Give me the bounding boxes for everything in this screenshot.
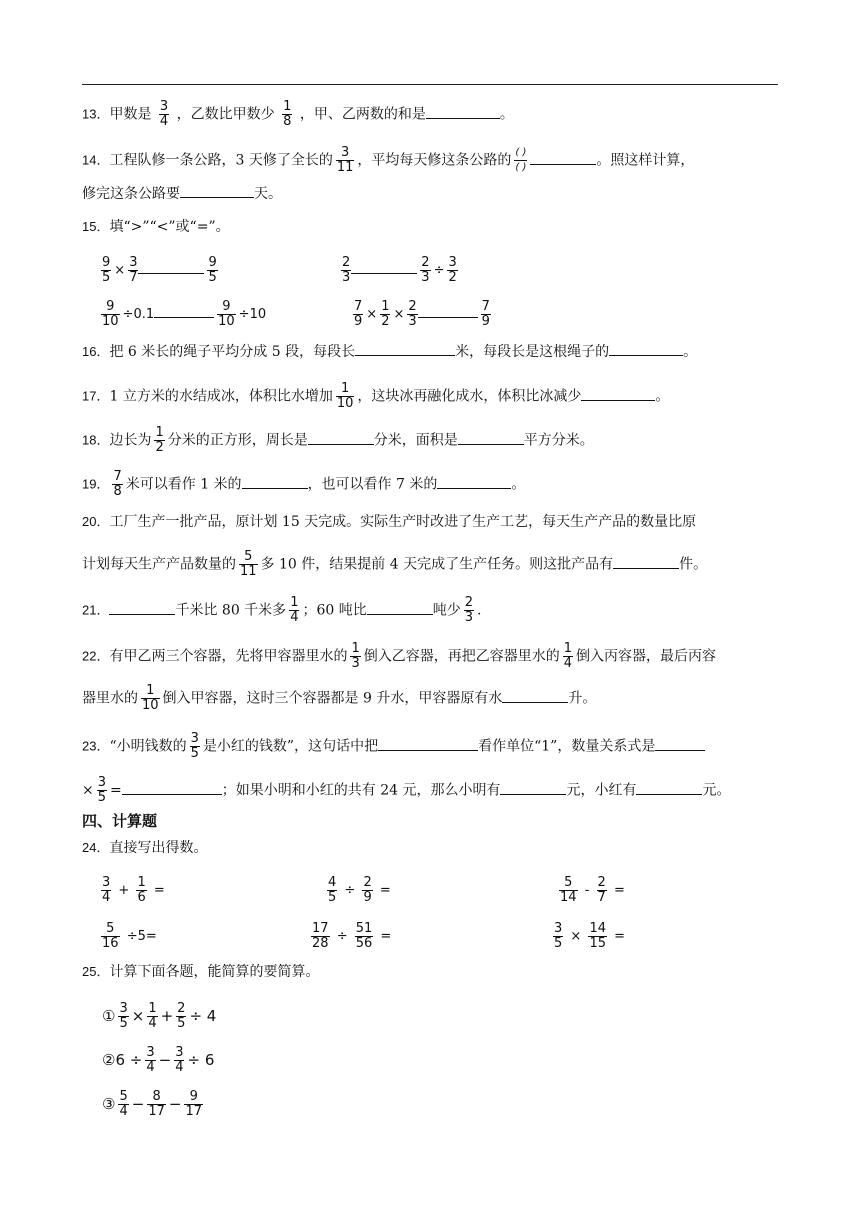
fraction: [176, 1002, 186, 1031]
denominator: 11: [336, 160, 354, 175]
text: 工程队修一条公路，3 天修了全长的: [109, 152, 333, 169]
answer-blank[interactable]: [502, 690, 568, 703]
numerator: 3: [448, 255, 457, 270]
fraction: [141, 684, 160, 713]
fraction: [145, 1046, 155, 1075]
question-22-cont: [82, 684, 596, 713]
fraction: [174, 1046, 184, 1075]
denominator: ( ): [515, 162, 527, 173]
numerator: 1: [290, 595, 299, 610]
fraction: [311, 922, 330, 951]
fraction: [380, 300, 390, 329]
text: 。: [683, 344, 698, 360]
text: 17．: [82, 388, 110, 404]
numerator: 7: [481, 299, 490, 314]
question-16: [82, 342, 697, 362]
text: ×: [393, 307, 405, 322]
text: =: [379, 883, 391, 898]
problem-3: [102, 1090, 206, 1119]
problem-2: [102, 1046, 214, 1075]
text: 多 10 件，结果提前 4 天完成了生产任务。则这批产品有: [260, 556, 614, 573]
fraction: [159, 100, 169, 129]
question-25: [82, 962, 319, 982]
question-17: [82, 382, 669, 411]
denominator: 10: [336, 396, 354, 411]
numerator: 5: [119, 1089, 128, 1104]
text: 元，小红有: [566, 782, 637, 799]
text: 倒入丙容器，最后丙容: [576, 648, 717, 665]
text: +: [160, 1007, 174, 1025]
answer-blank[interactable]: [122, 782, 222, 795]
fraction: [355, 922, 374, 951]
text: 23．: [82, 738, 110, 754]
fraction: [154, 426, 164, 455]
denominator: 5: [190, 746, 199, 761]
text: 把 6 米长的绳子平均分成 5 段，每段长: [109, 344, 356, 360]
denominator: 3: [464, 610, 474, 625]
fraction: [217, 300, 236, 329]
answer-blank[interactable]: [581, 388, 655, 401]
answer-blank[interactable]: [242, 476, 308, 489]
numerator: 1: [381, 299, 390, 314]
text: 米，每段长是这根绳子的: [455, 344, 610, 360]
text: 直接写出得数。: [109, 840, 208, 856]
question-14: [82, 146, 694, 175]
numerator: 5: [101, 922, 120, 937]
answer-blank[interactable]: [609, 343, 683, 356]
text: 。: [655, 388, 670, 405]
denominator: 5: [554, 936, 563, 951]
answer-blank[interactable]: [138, 261, 204, 274]
denominator: 10: [102, 314, 119, 329]
text: 修完这条公路要: [82, 186, 180, 202]
text: 吨少: [432, 602, 461, 619]
denominator: 4: [563, 656, 573, 671]
text: 件。: [679, 556, 708, 573]
numerator: 3: [336, 146, 355, 161]
numerator: 4: [328, 875, 337, 890]
denominator: 2: [448, 270, 457, 285]
numerator: 1: [148, 1001, 157, 1016]
text: 。照这样计算，: [596, 152, 695, 169]
text: 21．: [82, 602, 110, 618]
text: 18．: [82, 432, 110, 448]
text: =: [110, 782, 122, 799]
fraction: [553, 922, 563, 951]
text: 1 立方米的水结成冰，体积比水增加: [109, 388, 333, 405]
text: ，这块冰再融化成水，体积比冰减少: [357, 388, 582, 405]
text: ①: [102, 1007, 116, 1025]
denominator: 3: [351, 656, 360, 671]
fraction-blank[interactable]: [514, 146, 527, 175]
text: =: [613, 883, 625, 898]
fraction: [128, 256, 138, 285]
numerator: 1: [141, 684, 160, 699]
answer-blank[interactable]: [437, 476, 511, 489]
fraction: [341, 256, 351, 285]
text: −: [168, 1095, 182, 1113]
answer-blank[interactable]: [109, 602, 175, 615]
text: ，甲、乙两数的和是: [299, 106, 426, 123]
numerator: 9: [101, 300, 120, 315]
fraction: [420, 256, 430, 285]
text: −: [131, 1095, 145, 1113]
fraction: [289, 596, 299, 625]
denominator: 5: [97, 790, 107, 805]
numerator: 3: [102, 875, 111, 890]
fraction: [464, 596, 474, 625]
question-20-cont: [82, 550, 707, 579]
numerator: 2: [408, 299, 417, 314]
fraction: [112, 470, 122, 499]
numerator: 3: [554, 921, 563, 936]
numerator: 9: [102, 255, 111, 270]
fraction: [101, 922, 120, 951]
text: 分米，面积是: [373, 432, 458, 449]
numerator: 2: [421, 255, 430, 270]
fraction: [147, 1090, 166, 1119]
fraction: [336, 382, 355, 411]
compare-d: [350, 300, 494, 329]
denominator: 9: [481, 314, 490, 329]
fraction: [207, 256, 217, 285]
numerator: 1: [563, 641, 573, 656]
denominator: 15: [589, 936, 607, 951]
denominator: 5: [119, 1016, 128, 1031]
numerator: 9: [208, 255, 217, 270]
denominator: 17: [185, 1104, 202, 1119]
fraction: [353, 300, 363, 329]
text: ×: [131, 1007, 145, 1025]
text: =: [614, 929, 626, 944]
text: ÷5=: [126, 929, 157, 944]
text: 16．: [82, 344, 110, 359]
text: ②: [102, 1051, 116, 1069]
section-heading: 四、计算题: [82, 812, 158, 830]
text: ÷: [344, 883, 356, 898]
denominator: 2: [381, 314, 390, 329]
question-24: [82, 838, 207, 858]
fraction: [136, 876, 146, 905]
calc-6: [550, 922, 625, 951]
text: 天。: [254, 186, 282, 202]
text: ×: [570, 929, 582, 944]
fraction: [447, 256, 457, 285]
text: =: [153, 883, 165, 898]
numerator: 3: [129, 255, 138, 270]
fraction: [118, 1090, 128, 1119]
fraction: [597, 876, 607, 905]
text: ；60 吨比: [302, 602, 367, 619]
fraction: [97, 776, 107, 805]
text: 13．: [82, 106, 110, 122]
compare-b: [338, 256, 461, 285]
denominator: 5: [177, 1016, 186, 1031]
text: ×: [366, 307, 378, 322]
calc-3: [556, 876, 625, 905]
denominator: 10: [218, 314, 235, 329]
denominator: 3: [421, 270, 430, 285]
text: 升。: [568, 690, 597, 707]
text: ÷ 6: [187, 1051, 215, 1069]
text: 。: [499, 106, 514, 123]
denominator: 28: [312, 936, 329, 951]
compare-c: [98, 300, 266, 329]
numerator: 1: [283, 99, 292, 114]
denominator: 4: [102, 890, 111, 905]
numerator: 3: [175, 1045, 184, 1060]
denominator: 10: [142, 698, 159, 713]
text: =: [380, 929, 392, 944]
fraction: [327, 876, 337, 905]
answer-blank[interactable]: [530, 152, 596, 165]
text: 倒入甲容器，这时三个容器都是 9 升水，甲容器原有水: [162, 690, 503, 707]
question-14-cont: [82, 184, 282, 204]
text: 有甲乙两三个容器，先将甲容器里水的: [109, 648, 348, 665]
calc-5: [308, 922, 391, 951]
question-19: [82, 470, 525, 499]
text: 填“>”“<”或“=”。: [109, 219, 230, 235]
text: 分米的正方形，周长是: [167, 432, 308, 449]
numerator: 2: [597, 875, 606, 890]
numerator: 3: [146, 1045, 155, 1060]
text: 是小红的钱数”，这句话中把: [202, 738, 379, 755]
text: -: [584, 883, 590, 898]
text: +: [118, 883, 130, 898]
fraction: [559, 876, 578, 905]
text: 米可以看作 1 米的: [125, 476, 242, 493]
fraction: [362, 876, 372, 905]
fraction: [407, 300, 417, 329]
text: 6 ÷: [115, 1051, 143, 1069]
denominator: 17: [148, 1104, 165, 1119]
text: 工厂生产一批产品，原计划 15 天完成。实际生产时改进了生产工艺，每天生产产品的数量比原: [109, 514, 697, 530]
problem-1: [102, 1002, 216, 1031]
text: 边长为: [109, 432, 152, 449]
numerator: 51: [355, 921, 373, 936]
question-13: [82, 100, 514, 129]
fraction: [350, 642, 360, 671]
text: 千米比 80 千米多: [175, 602, 287, 619]
calc-2: [324, 876, 391, 905]
text: 15．: [82, 219, 110, 234]
compare-a: [98, 256, 221, 285]
text: ÷0.1: [122, 307, 155, 322]
numerator: 2: [177, 1001, 186, 1016]
denominator: 9: [363, 890, 372, 905]
question-23: [82, 732, 705, 761]
answer-blank[interactable]: [355, 343, 455, 356]
fraction: [184, 1090, 203, 1119]
numerator: 2: [342, 255, 351, 270]
denominator: 8: [113, 484, 122, 499]
fraction: [147, 1002, 157, 1031]
denominator: 5: [328, 890, 337, 905]
numerator: 17: [312, 921, 329, 936]
answer-blank[interactable]: [308, 432, 374, 445]
text: 元。: [702, 782, 731, 799]
answer-blank[interactable]: [426, 106, 500, 119]
text: 器里水的: [82, 690, 138, 707]
answer-blank[interactable]: [154, 305, 214, 318]
answer-blank[interactable]: [655, 738, 705, 751]
denominator: 2: [155, 440, 164, 455]
text: 计算下面各题，能简算的要简算。: [109, 964, 320, 980]
answer-blank[interactable]: [636, 782, 702, 795]
denominator: 3: [342, 270, 351, 285]
text: 20．: [82, 514, 110, 529]
text: ×: [82, 782, 94, 799]
text: ，乙数比甲数少: [176, 106, 275, 123]
numerator: ( ): [514, 146, 527, 161]
numerator: 14: [589, 921, 607, 936]
answer-blank[interactable]: [613, 556, 679, 569]
text: ，也可以看作 7 米的: [307, 476, 438, 493]
numerator: 9: [217, 300, 236, 315]
text: −: [158, 1051, 172, 1069]
numerator: 7: [113, 469, 122, 484]
question-21: [82, 596, 481, 625]
denominator: 11: [240, 564, 257, 579]
numerator: 5: [559, 876, 578, 891]
calc-1: [98, 876, 165, 905]
fraction: [336, 146, 355, 175]
numerator: 7: [354, 299, 363, 314]
denominator: 4: [159, 114, 169, 129]
fraction: [101, 300, 120, 329]
question-18: [82, 426, 594, 455]
denominator: 5: [208, 270, 217, 285]
fraction: [190, 732, 200, 761]
answer-blank[interactable]: [418, 305, 478, 318]
text: 平方分米。: [523, 432, 594, 449]
text: 25．: [82, 964, 110, 979]
numerator: 3: [159, 99, 169, 114]
numerator: 1: [336, 382, 355, 397]
numerator: 2: [363, 875, 372, 890]
fraction: [101, 256, 111, 285]
question-22: [82, 642, 716, 671]
denominator: 7: [129, 270, 138, 285]
fraction: [101, 876, 111, 905]
fraction: [282, 100, 292, 129]
denominator: 16: [102, 936, 119, 951]
fraction: [588, 922, 607, 951]
text: ÷ 4: [189, 1007, 217, 1025]
denominator: 14: [560, 890, 577, 905]
denominator: 56: [355, 936, 373, 951]
fraction: [481, 300, 491, 329]
text: ×: [114, 263, 126, 278]
question-23-cont: [82, 776, 730, 805]
fraction: [118, 1002, 128, 1031]
fraction: [239, 550, 258, 579]
denominator: 8: [283, 114, 292, 129]
answer-blank[interactable]: [458, 432, 524, 445]
question-15: [82, 217, 230, 237]
text: “小明钱数的: [109, 738, 187, 755]
text: ÷: [336, 929, 348, 944]
answer-blank[interactable]: [351, 261, 417, 274]
text: 看作单位“1”，数量关系式是: [478, 738, 656, 755]
text: ；如果小明和小红的共有 24 元，那么小明有: [221, 782, 501, 799]
text: ，平均每天修这条公路的: [357, 152, 512, 169]
numerator: 1: [155, 425, 164, 440]
text: 倒入乙容器，再把乙容器里水的: [363, 648, 560, 665]
text: 。: [511, 476, 526, 493]
fraction: [563, 642, 573, 671]
text: 24．: [82, 840, 110, 855]
numerator: 1: [137, 875, 146, 890]
numerator: 3: [119, 1001, 128, 1016]
numerator: 2: [464, 595, 474, 610]
denominator: 4: [146, 1060, 155, 1075]
numerator: 9: [184, 1090, 203, 1105]
text: 19．: [82, 476, 110, 492]
answer-blank[interactable]: [367, 602, 433, 615]
text: ÷10: [238, 307, 267, 322]
text: .: [477, 602, 482, 619]
denominator: 7: [597, 890, 606, 905]
text: ÷: [433, 263, 445, 278]
denominator: 4: [175, 1060, 184, 1075]
denominator: 9: [354, 314, 363, 329]
answer-blank[interactable]: [500, 782, 566, 795]
numerator: 1: [351, 641, 360, 656]
numerator: 8: [147, 1090, 166, 1105]
text: 14．: [82, 152, 110, 168]
denominator: 3: [408, 314, 417, 329]
text: ③: [102, 1095, 116, 1113]
text: 甲数是: [109, 106, 152, 123]
denominator: 4: [148, 1016, 157, 1031]
denominator: 5: [102, 270, 111, 285]
calc-4: [98, 922, 157, 951]
header-rule: [82, 84, 778, 85]
denominator: 6: [137, 890, 146, 905]
denominator: 4: [290, 610, 299, 625]
numerator: 5: [239, 550, 258, 565]
text: 计划每天生产产品数量的: [82, 556, 236, 573]
numerator: 3: [190, 731, 199, 746]
denominator: 4: [119, 1104, 128, 1119]
answer-blank[interactable]: [378, 738, 478, 751]
question-20: [82, 512, 696, 532]
numerator: 3: [97, 775, 107, 790]
text: 22．: [82, 648, 110, 664]
answer-blank[interactable]: [180, 185, 254, 198]
